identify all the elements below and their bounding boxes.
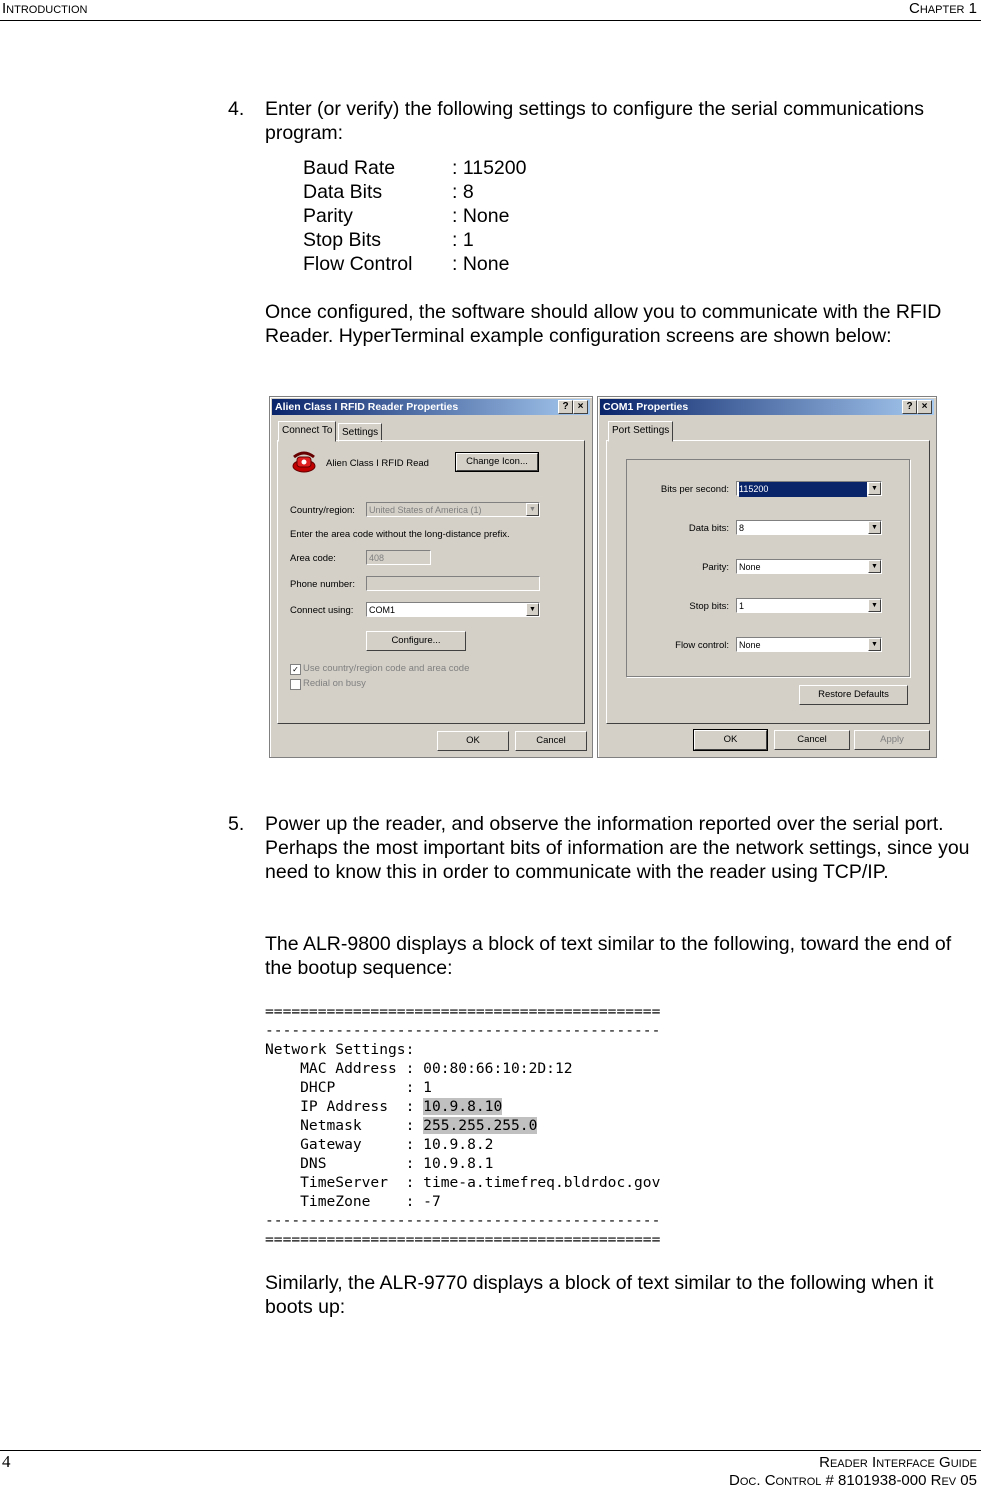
block-row: Netmask : 255.255.255.0 [265,1117,538,1134]
phone-input[interactable] [366,576,540,591]
footer-doc: Doc. Control # 8101938-000 Rev 05 [729,1472,977,1489]
dialog2-titlebar [600,399,934,415]
block-row: MAC Address : 00:80:66:10:2D:12 [265,1060,573,1077]
chevron-down-icon: ▼ [868,560,881,573]
redial-label: Redial on busy [303,678,366,689]
separator-line: --------------------------------------------- [265,1022,661,1039]
flow-control-value: None [739,640,761,650]
block-row: IP Address : 10.9.8.10 [265,1098,503,1115]
restore-defaults-button[interactable]: Restore Defaults [799,685,908,705]
data-bits-label: Data bits: [688,523,729,534]
flow-control-select[interactable] [736,637,882,652]
block-row: TimeZone : -7 [265,1193,441,1210]
setting-value: : 1 [452,229,474,251]
settings-names [303,156,453,276]
help-button[interactable]: ? [902,400,917,414]
cancel-button[interactable]: Cancel [515,731,587,751]
phone-icon [291,449,319,473]
chevron-down-icon: ▼ [868,638,881,651]
country-label: Country/region: [290,505,355,516]
footer-rule [0,1450,981,1451]
country-select[interactable] [366,502,540,517]
apply-button[interactable]: Apply [854,730,930,750]
flow-control-label: Flow control: [675,640,729,651]
area-code-input[interactable]: 408 [366,550,431,565]
parity-label: Parity: [702,562,729,573]
header-right: Chapter 1 [909,0,977,17]
page-number: 4 [2,1452,11,1471]
port-settings-group [626,459,910,677]
setting-value: : 8 [452,181,474,203]
setting-name: Baud Rate [303,157,396,179]
change-icon-button[interactable]: Change Icon... [456,453,538,471]
bps-label: Bits per second: [660,484,729,495]
use-country-checkbox[interactable]: ✓ [290,664,301,675]
setting-name: Stop Bits [303,229,382,251]
ip-address-value: 10.9.8.10 [423,1098,503,1115]
dialog1-panel [277,440,585,724]
close-button[interactable]: × [917,400,932,414]
dialog2-title: COM1 Properties [603,401,689,413]
block-heading: Network Settings: [265,1041,415,1058]
header-left: Introduction [2,0,88,17]
tab-settings[interactable]: Settings [338,423,382,442]
configure-button[interactable]: Configure... [366,631,466,651]
data-bits-select[interactable] [736,520,882,535]
footer-guide: Reader Interface Guide [819,1454,977,1471]
separator-line: --------------------------------------------- [265,1212,661,1229]
step5-p2: The ALR-9800 displays a block of text similar to the following, toward the end of the bootup sequence: [265,933,952,979]
step5-p3: Similarly, the ALR-9770 displays a block of text similar to the following when it boots up: [265,1272,934,1318]
tab-connect-to[interactable]: Connect To [278,421,336,442]
chevron-down-icon: ▼ [526,503,539,516]
parity-value: None [739,562,761,572]
close-button[interactable]: × [573,400,588,414]
com1-properties-dialog [597,396,937,758]
setting-value: : None [452,205,510,227]
setting-name: Parity [303,205,353,227]
dialog2-panel [606,440,930,724]
connection-properties-dialog [269,396,593,758]
bps-value: 115200 [739,482,867,497]
parity-select[interactable] [736,559,882,574]
code-block [265,1002,660,1249]
setting-value: : 115200 [452,157,527,179]
connect-using-select[interactable] [366,602,540,617]
cancel-button[interactable]: Cancel [774,730,850,750]
dialog1-titlebar [272,399,590,415]
chevron-down-icon: ▼ [868,521,881,534]
block-row: DHCP : 1 [265,1079,432,1096]
phone-label: Phone number: [290,579,355,590]
ok-button[interactable]: OK [437,731,509,751]
netmask-value: 255.255.255.0 [423,1117,538,1134]
connect-using-value: COM1 [369,605,396,615]
connect-using-label: Connect using: [290,605,354,616]
stop-bits-select[interactable] [736,598,882,613]
chevron-down-icon: ▼ [868,482,881,495]
use-country-label: Use country/region code and area code [303,663,470,674]
settings-values [452,156,602,276]
block-row: Gateway : 10.9.8.2 [265,1136,494,1153]
area-hint: Enter the area code without the long-distance prefix. [290,529,510,540]
step5-text: Power up the reader, and observe the information reported over the serial port. Perhaps the most important bits of information are the network settings, since you need to know this in order to communicate with the reader using TCP/IP. [265,813,970,883]
help-button[interactable]: ? [558,400,573,414]
step4-after: Once configured, the software should allow you to communicate with the RFID Reader. HyperTerminal example configuration screens are shown below: [265,301,942,347]
step4-text: Enter (or verify) the following settings to configure the serial communications program: [265,98,924,144]
redial-checkbox[interactable] [290,679,301,690]
header-rule [0,20,981,21]
setting-name: Data Bits [303,181,383,203]
ok-button[interactable]: OK [694,730,767,750]
chevron-down-icon: ▼ [868,599,881,612]
data-bits-value: 8 [739,523,745,533]
separator-line: ============================================= [265,1231,661,1248]
dialog1-title: Alien Class I RFID Reader Properties [275,401,459,413]
tab-port-settings[interactable]: Port Settings [608,421,673,442]
step5-number: 5. [228,813,245,835]
area-label: Area code: [290,553,336,564]
stop-bits-value: 1 [739,601,745,611]
bps-select[interactable] [736,481,882,496]
block-row: DNS : 10.9.8.1 [265,1155,494,1172]
chevron-down-icon: ▼ [526,603,539,616]
connection-name: Alien Class I RFID Read [326,458,429,469]
step4-number: 4. [228,98,245,120]
block-row: TimeServer : time-a.timefreq.bldrdoc.gov [265,1174,661,1191]
separator-line: ============================================= [265,1003,661,1020]
country-value: United States of America (1) [369,505,482,515]
setting-name: Flow Control [303,253,413,275]
setting-value: : None [452,253,510,275]
stop-bits-label: Stop bits: [689,601,729,612]
